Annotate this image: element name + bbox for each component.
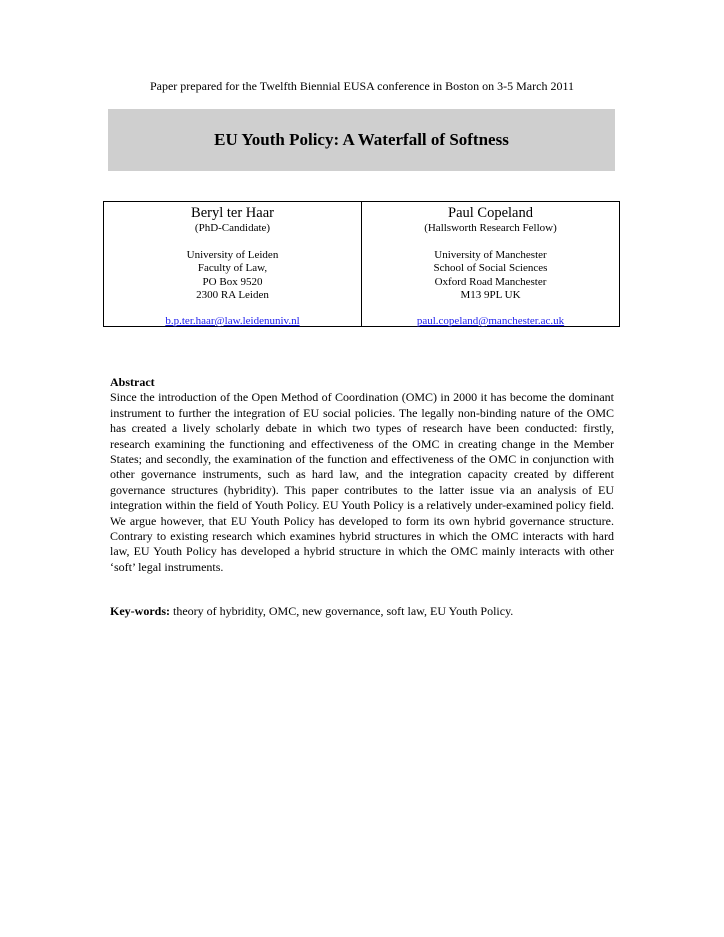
author-cell-1 — [104, 202, 361, 326]
authors-table — [103, 201, 620, 327]
author-email-link[interactable]: paul.copeland@manchester.ac.uk — [416, 314, 565, 327]
keywords-text: theory of hybridity, OMC, new governance, soft law, EU Youth Policy. — [170, 604, 514, 618]
author-postcode: 2300 RA Leiden — [196, 289, 269, 301]
author-affiliation: University of Manchester — [434, 248, 547, 261]
author-role: (Hallsworth Research Fellow) — [424, 222, 557, 234]
conference-note: Paper prepared for the Twelfth Biennial EUSA conference in Boston on 3-5 March 2011 — [149, 79, 575, 93]
author-affiliation: University of Leiden — [186, 248, 279, 261]
author-email-link[interactable]: b.p.ter.haar@law.leidenuniv.nl — [165, 314, 300, 327]
author-school: School of Social Sciences — [433, 262, 548, 274]
author-faculty: Faculty of Law, — [197, 262, 268, 274]
author-street: Oxford Road Manchester — [434, 275, 547, 288]
author-postcode: M13 9PL UK — [460, 289, 521, 301]
author-cell-2 — [361, 202, 619, 326]
author-name: Beryl ter Haar — [191, 205, 274, 221]
author-role: (PhD-Candidate) — [194, 222, 271, 234]
keywords-label: Key-words: — [110, 604, 170, 618]
abstract-section — [110, 375, 614, 575]
author-po-box: PO Box 9520 — [202, 275, 263, 288]
abstract-heading: Abstract — [110, 375, 155, 389]
paper-title: EU Youth Policy: A Waterfall of Softness — [214, 130, 509, 149]
title-box — [108, 109, 615, 171]
keywords-line — [110, 604, 614, 619]
abstract-text: Since the introduction of the Open Method of Coordination (OMC) in 2000 it has become the dominant instrument to further the integration of EU social policies. The legally non-binding nature of the OMC has created a lively scholarly debate in which two types of research have been conducted: firstly, research examining the functioning and effectiveness of the OMC in creating change in the Member States; and secondly, the examination of the function and effectiveness of the OMC in conjunction with other governance instruments, such as hard law, and the integration capacity created by different governance structures (hybridity). This paper contributes to the latter issue via an analysis of EU integration within the field of Youth Policy. EU Youth Policy is a relatively under-examined policy field. We argue however, that EU Youth Policy has developed to form its own hybrid governance structure. Contrary to existing research which examines hybrid structures in which the OMC interacts with hard law, EU Youth Policy has developed a hybrid structure in which the OMC mainly interacts with other ‘soft’ legal instruments. — [110, 390, 614, 574]
author-name: Paul Copeland — [448, 205, 533, 221]
